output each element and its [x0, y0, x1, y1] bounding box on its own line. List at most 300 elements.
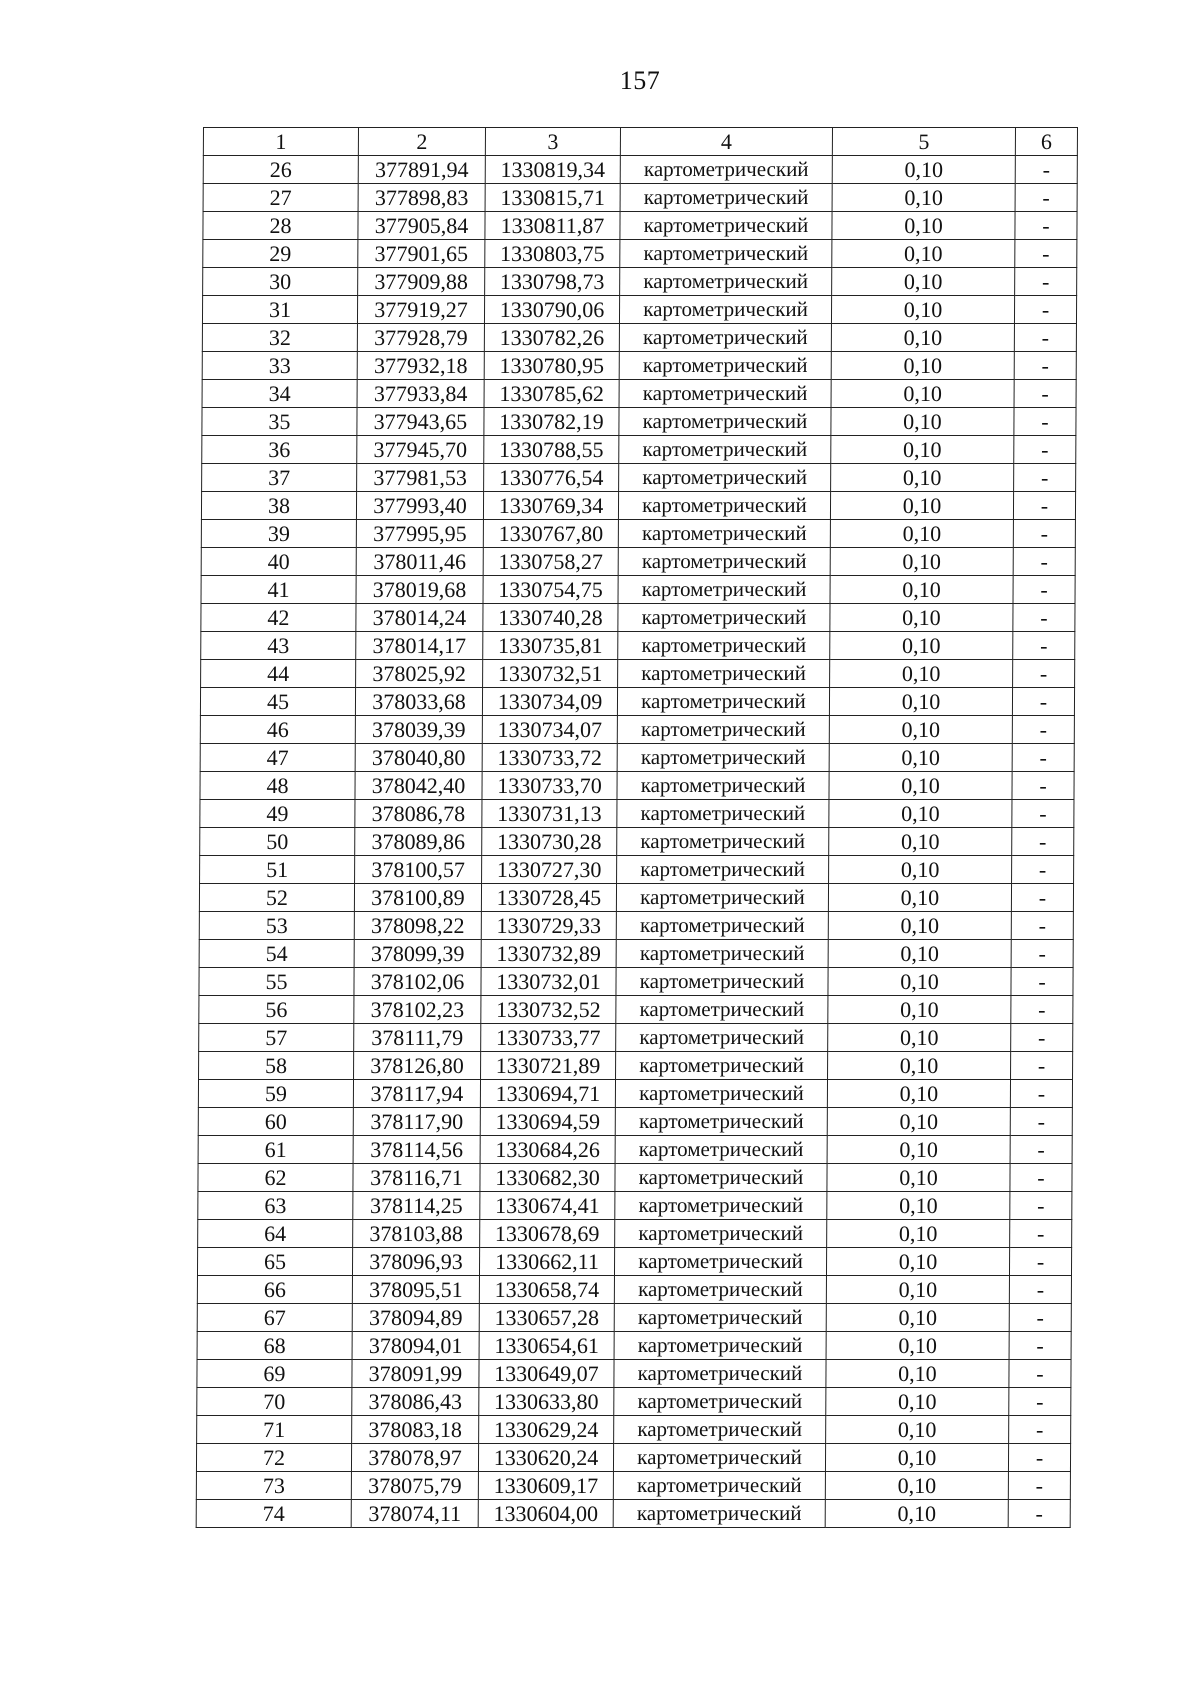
- method-cell: картометрический: [620, 268, 832, 296]
- x-coordinate-cell: 378042,40: [355, 772, 482, 800]
- method-cell: картометрический: [616, 912, 828, 940]
- table-row: [200, 772, 1074, 800]
- accuracy-cell: 0,10: [828, 940, 1011, 968]
- x-coordinate-cell: 377933,84: [357, 380, 484, 408]
- x-coordinate-cell: 377898,83: [358, 184, 485, 212]
- method-cell: картометрический: [617, 688, 829, 716]
- table-row: [200, 744, 1074, 772]
- accuracy-cell: 0,10: [825, 1472, 1008, 1500]
- point-number-cell: 71: [197, 1416, 352, 1444]
- accuracy-cell: 0,10: [829, 716, 1012, 744]
- x-coordinate-cell: 378096,93: [352, 1248, 479, 1276]
- point-number-cell: 49: [200, 800, 355, 828]
- accuracy-cell: 0,10: [826, 1276, 1009, 1304]
- accuracy-cell: 0,10: [826, 1388, 1009, 1416]
- y-coordinate-cell: 1330785,62: [484, 380, 619, 408]
- table-row: [201, 632, 1075, 660]
- table-row: [202, 296, 1076, 324]
- method-cell: картометрический: [614, 1304, 826, 1332]
- note-cell: -: [1013, 576, 1075, 604]
- note-cell: -: [1014, 464, 1076, 492]
- method-cell: картометрический: [618, 492, 830, 520]
- accuracy-cell: 0,10: [831, 464, 1014, 492]
- x-coordinate-cell: 378091,99: [352, 1360, 479, 1388]
- coordinates-table: [196, 127, 1078, 1528]
- accuracy-cell: 0,10: [828, 884, 1011, 912]
- y-coordinate-cell: 1330730,28: [482, 828, 617, 856]
- column-header-2: 2: [358, 128, 485, 156]
- method-cell: картометрический: [617, 856, 829, 884]
- accuracy-cell: 0,10: [830, 520, 1013, 548]
- table-row: [198, 1136, 1072, 1164]
- note-cell: -: [1010, 1164, 1072, 1192]
- y-coordinate-cell: 1330678,69: [480, 1220, 615, 1248]
- point-number-cell: 36: [202, 436, 357, 464]
- note-cell: -: [1015, 156, 1077, 184]
- accuracy-cell: 0,10: [828, 968, 1011, 996]
- x-coordinate-cell: 377943,65: [357, 408, 484, 436]
- accuracy-cell: 0,10: [832, 268, 1015, 296]
- y-coordinate-cell: 1330733,70: [482, 772, 617, 800]
- point-number-cell: 59: [198, 1080, 353, 1108]
- table-row: [198, 1192, 1072, 1220]
- point-number-cell: 53: [199, 912, 354, 940]
- method-cell: картометрический: [616, 1024, 828, 1052]
- x-coordinate-cell: 378126,80: [354, 1052, 481, 1080]
- note-cell: -: [1009, 1276, 1071, 1304]
- x-coordinate-cell: 377909,88: [358, 268, 485, 296]
- y-coordinate-cell: 1330819,34: [485, 156, 620, 184]
- accuracy-cell: 0,10: [831, 296, 1014, 324]
- note-cell: -: [1014, 436, 1076, 464]
- note-cell: -: [1014, 324, 1076, 352]
- table-row: [201, 576, 1075, 604]
- table-row: [197, 1276, 1071, 1304]
- note-cell: -: [1012, 800, 1074, 828]
- column-header-1: 1: [203, 128, 358, 156]
- accuracy-cell: 0,10: [828, 996, 1011, 1024]
- y-coordinate-cell: 1330694,71: [480, 1080, 615, 1108]
- accuracy-cell: 0,10: [830, 492, 1013, 520]
- method-cell: картометрический: [615, 1192, 827, 1220]
- table-row: [197, 1388, 1071, 1416]
- accuracy-cell: 0,10: [826, 1304, 1009, 1332]
- method-cell: картометрический: [615, 1108, 827, 1136]
- y-coordinate-cell: 1330776,54: [484, 464, 619, 492]
- x-coordinate-cell: 377993,40: [356, 492, 483, 520]
- table-row: [200, 688, 1074, 716]
- accuracy-cell: 0,10: [829, 772, 1012, 800]
- note-cell: -: [1009, 1416, 1071, 1444]
- x-coordinate-cell: 378102,06: [354, 968, 481, 996]
- method-cell: картометрический: [616, 940, 828, 968]
- y-coordinate-cell: 1330734,09: [482, 688, 617, 716]
- method-cell: картометрический: [620, 156, 832, 184]
- point-number-cell: 72: [196, 1444, 351, 1472]
- point-number-cell: 65: [197, 1248, 352, 1276]
- table-row: [200, 716, 1074, 744]
- y-coordinate-cell: 1330657,28: [479, 1304, 614, 1332]
- note-cell: -: [1011, 996, 1073, 1024]
- x-coordinate-cell: 378014,24: [356, 604, 483, 632]
- accuracy-cell: 0,10: [829, 744, 1012, 772]
- accuracy-cell: 0,10: [832, 240, 1015, 268]
- table-row: [199, 1024, 1073, 1052]
- note-cell: -: [1011, 1024, 1073, 1052]
- x-coordinate-cell: 378111,79: [354, 1024, 481, 1052]
- x-coordinate-cell: 378116,71: [353, 1164, 480, 1192]
- point-number-cell: 31: [202, 296, 357, 324]
- y-coordinate-cell: 1330782,19: [484, 408, 619, 436]
- point-number-cell: 52: [199, 884, 354, 912]
- table-row: [198, 1164, 1072, 1192]
- point-number-cell: 60: [198, 1108, 353, 1136]
- method-cell: картометрический: [614, 1388, 826, 1416]
- note-cell: -: [1010, 1108, 1072, 1136]
- y-coordinate-cell: 1330735,81: [483, 632, 618, 660]
- table-row: [197, 1304, 1071, 1332]
- table-row: [202, 380, 1076, 408]
- y-coordinate-cell: 1330754,75: [483, 576, 618, 604]
- table-row: [202, 352, 1076, 380]
- method-cell: картометрический: [618, 632, 830, 660]
- note-cell: -: [1012, 744, 1074, 772]
- y-coordinate-cell: 1330729,33: [481, 912, 616, 940]
- method-cell: картометрический: [620, 184, 832, 212]
- x-coordinate-cell: 378086,43: [352, 1388, 479, 1416]
- accuracy-cell: 0,10: [827, 1164, 1010, 1192]
- table-row: [196, 1444, 1070, 1472]
- method-cell: картометрический: [619, 352, 831, 380]
- table-row: [197, 1416, 1071, 1444]
- table-row: [199, 1052, 1073, 1080]
- table-header-row: [203, 128, 1077, 156]
- accuracy-cell: 0,10: [832, 156, 1015, 184]
- table-row: [203, 268, 1077, 296]
- accuracy-cell: 0,10: [830, 548, 1013, 576]
- note-cell: -: [1013, 492, 1075, 520]
- note-cell: -: [1012, 856, 1074, 884]
- method-cell: картометрический: [616, 996, 828, 1024]
- note-cell: -: [1010, 1220, 1072, 1248]
- x-coordinate-cell: 377891,94: [358, 156, 485, 184]
- point-number-cell: 32: [202, 324, 357, 352]
- point-number-cell: 39: [201, 520, 356, 548]
- accuracy-cell: 0,10: [832, 212, 1015, 240]
- table-row: [203, 212, 1077, 240]
- column-header-4: 4: [620, 128, 832, 156]
- x-coordinate-cell: 378098,22: [354, 912, 481, 940]
- table-row: [199, 912, 1073, 940]
- y-coordinate-cell: 1330674,41: [480, 1192, 615, 1220]
- y-coordinate-cell: 1330734,07: [482, 716, 617, 744]
- table-row: [201, 520, 1075, 548]
- table-row: [198, 1080, 1072, 1108]
- y-coordinate-cell: 1330767,80: [483, 520, 618, 548]
- y-coordinate-cell: 1330728,45: [481, 884, 616, 912]
- point-number-cell: 41: [201, 576, 356, 604]
- note-cell: -: [1012, 716, 1074, 744]
- table-row: [201, 604, 1075, 632]
- method-cell: картометрический: [615, 1220, 827, 1248]
- y-coordinate-cell: 1330604,00: [478, 1500, 613, 1528]
- y-coordinate-cell: 1330740,28: [483, 604, 618, 632]
- method-cell: картометрический: [619, 296, 831, 324]
- x-coordinate-cell: 377932,18: [357, 352, 484, 380]
- accuracy-cell: 0,10: [829, 800, 1012, 828]
- method-cell: картометрический: [619, 464, 831, 492]
- point-number-cell: 26: [203, 156, 358, 184]
- point-number-cell: 67: [197, 1304, 352, 1332]
- point-number-cell: 47: [200, 744, 355, 772]
- x-coordinate-cell: 378100,89: [354, 884, 481, 912]
- point-number-cell: 69: [197, 1360, 352, 1388]
- accuracy-cell: 0,10: [828, 912, 1011, 940]
- table-row: [201, 492, 1075, 520]
- x-coordinate-cell: 378117,90: [353, 1108, 480, 1136]
- table-row: [197, 1360, 1071, 1388]
- accuracy-cell: 0,10: [826, 1416, 1009, 1444]
- y-coordinate-cell: 1330788,55: [484, 436, 619, 464]
- note-cell: -: [1014, 380, 1076, 408]
- table-row: [202, 464, 1076, 492]
- method-cell: картометрический: [613, 1500, 825, 1528]
- point-number-cell: 27: [203, 184, 358, 212]
- method-cell: картометрический: [618, 604, 830, 632]
- note-cell: -: [1009, 1388, 1071, 1416]
- point-number-cell: 66: [197, 1276, 352, 1304]
- accuracy-cell: 0,10: [828, 1052, 1011, 1080]
- y-coordinate-cell: 1330633,80: [479, 1388, 614, 1416]
- point-number-cell: 70: [197, 1388, 352, 1416]
- accuracy-cell: 0,10: [827, 1192, 1010, 1220]
- x-coordinate-cell: 377901,65: [358, 240, 485, 268]
- point-number-cell: 74: [196, 1500, 351, 1528]
- accuracy-cell: 0,10: [831, 380, 1014, 408]
- x-coordinate-cell: 377981,53: [357, 464, 484, 492]
- y-coordinate-cell: 1330620,24: [478, 1444, 613, 1472]
- y-coordinate-cell: 1330782,26: [484, 324, 619, 352]
- method-cell: картометрический: [618, 660, 830, 688]
- method-cell: картометрический: [618, 520, 830, 548]
- note-cell: -: [1012, 828, 1074, 856]
- x-coordinate-cell: 378089,86: [355, 828, 482, 856]
- accuracy-cell: 0,10: [826, 1332, 1009, 1360]
- point-number-cell: 30: [203, 268, 358, 296]
- point-number-cell: 38: [201, 492, 356, 520]
- y-coordinate-cell: 1330769,34: [483, 492, 618, 520]
- method-cell: картометрический: [618, 576, 830, 604]
- x-coordinate-cell: 378086,78: [355, 800, 482, 828]
- note-cell: -: [1011, 940, 1073, 968]
- note-cell: -: [1008, 1500, 1070, 1528]
- table-row: [198, 1220, 1072, 1248]
- y-coordinate-cell: 1330662,11: [479, 1248, 614, 1276]
- table-row: [196, 1472, 1070, 1500]
- table-row: [198, 1108, 1072, 1136]
- accuracy-cell: 0,10: [831, 436, 1014, 464]
- note-cell: -: [1009, 1248, 1071, 1276]
- method-cell: картометрический: [619, 324, 831, 352]
- y-coordinate-cell: 1330731,13: [482, 800, 617, 828]
- note-cell: -: [1012, 772, 1074, 800]
- note-cell: -: [1015, 268, 1077, 296]
- table-row: [202, 436, 1076, 464]
- point-number-cell: 44: [201, 660, 356, 688]
- note-cell: -: [1013, 660, 1075, 688]
- table-row: [201, 660, 1075, 688]
- y-coordinate-cell: 1330815,71: [485, 184, 620, 212]
- x-coordinate-cell: 378039,39: [355, 716, 482, 744]
- method-cell: картометрический: [617, 828, 829, 856]
- accuracy-cell: 0,10: [825, 1500, 1008, 1528]
- method-cell: картометрический: [614, 1416, 826, 1444]
- note-cell: -: [1013, 548, 1075, 576]
- method-cell: картометрический: [613, 1472, 825, 1500]
- note-cell: -: [1011, 884, 1073, 912]
- point-number-cell: 42: [201, 604, 356, 632]
- x-coordinate-cell: 377905,84: [358, 212, 485, 240]
- y-coordinate-cell: 1330732,89: [481, 940, 616, 968]
- y-coordinate-cell: 1330654,61: [479, 1332, 614, 1360]
- note-cell: -: [1013, 632, 1075, 660]
- accuracy-cell: 0,10: [829, 856, 1012, 884]
- table-row: [199, 884, 1073, 912]
- y-coordinate-cell: 1330732,51: [483, 660, 618, 688]
- y-coordinate-cell: 1330658,74: [479, 1276, 614, 1304]
- x-coordinate-cell: 378011,46: [356, 548, 483, 576]
- point-number-cell: 45: [200, 688, 355, 716]
- note-cell: -: [1014, 408, 1076, 436]
- point-number-cell: 48: [200, 772, 355, 800]
- point-number-cell: 56: [199, 996, 354, 1024]
- note-cell: -: [1010, 1136, 1072, 1164]
- point-number-cell: 58: [199, 1052, 354, 1080]
- table-row: [199, 996, 1073, 1024]
- point-number-cell: 33: [202, 352, 357, 380]
- point-number-cell: 29: [203, 240, 358, 268]
- accuracy-cell: 0,10: [831, 408, 1014, 436]
- method-cell: картометрический: [620, 212, 832, 240]
- x-coordinate-cell: 378074,11: [351, 1500, 478, 1528]
- y-coordinate-cell: 1330798,73: [485, 268, 620, 296]
- x-coordinate-cell: 378075,79: [351, 1472, 478, 1500]
- y-coordinate-cell: 1330733,77: [481, 1024, 616, 1052]
- accuracy-cell: 0,10: [830, 660, 1013, 688]
- accuracy-cell: 0,10: [829, 828, 1012, 856]
- method-cell: картометрический: [615, 1164, 827, 1192]
- y-coordinate-cell: 1330803,75: [485, 240, 620, 268]
- table-row: [200, 828, 1074, 856]
- y-coordinate-cell: 1330790,06: [484, 296, 619, 324]
- accuracy-cell: 0,10: [829, 688, 1012, 716]
- note-cell: -: [1011, 1052, 1073, 1080]
- method-cell: картометрический: [618, 548, 830, 576]
- method-cell: картометрический: [614, 1248, 826, 1276]
- method-cell: картометрический: [614, 1332, 826, 1360]
- table-row: [203, 240, 1077, 268]
- table-row: [202, 408, 1076, 436]
- method-cell: картометрический: [613, 1444, 825, 1472]
- y-coordinate-cell: 1330682,30: [480, 1164, 615, 1192]
- point-number-cell: 35: [202, 408, 357, 436]
- point-number-cell: 34: [202, 380, 357, 408]
- y-coordinate-cell: 1330649,07: [479, 1360, 614, 1388]
- x-coordinate-cell: 378019,68: [356, 576, 483, 604]
- method-cell: картометрический: [616, 968, 828, 996]
- method-cell: картометрический: [617, 716, 829, 744]
- accuracy-cell: 0,10: [831, 352, 1014, 380]
- x-coordinate-cell: 378114,56: [353, 1136, 480, 1164]
- method-cell: картометрический: [614, 1360, 826, 1388]
- note-cell: -: [1008, 1444, 1070, 1472]
- x-coordinate-cell: 378099,39: [354, 940, 481, 968]
- point-number-cell: 63: [198, 1192, 353, 1220]
- point-number-cell: 40: [201, 548, 356, 576]
- y-coordinate-cell: 1330780,95: [484, 352, 619, 380]
- note-cell: -: [1013, 604, 1075, 632]
- note-cell: -: [1010, 1192, 1072, 1220]
- note-cell: -: [1014, 352, 1076, 380]
- accuracy-cell: 0,10: [830, 604, 1013, 632]
- page-number: 157: [619, 66, 661, 95]
- x-coordinate-cell: 378025,92: [356, 660, 483, 688]
- method-cell: картометрический: [615, 1080, 827, 1108]
- note-cell: -: [1008, 1472, 1070, 1500]
- note-cell: -: [1010, 1080, 1072, 1108]
- method-cell: картометрический: [620, 240, 832, 268]
- accuracy-cell: 0,10: [826, 1248, 1009, 1276]
- x-coordinate-cell: 378100,57: [355, 856, 482, 884]
- table-row: [203, 184, 1077, 212]
- column-header-6: 6: [1015, 128, 1077, 156]
- table-row: [200, 800, 1074, 828]
- point-number-cell: 46: [200, 716, 355, 744]
- point-number-cell: 37: [202, 464, 357, 492]
- point-number-cell: 57: [199, 1024, 354, 1052]
- table-row: [197, 1248, 1071, 1276]
- y-coordinate-cell: 1330733,72: [482, 744, 617, 772]
- accuracy-cell: 0,10: [827, 1220, 1010, 1248]
- y-coordinate-cell: 1330629,24: [479, 1416, 614, 1444]
- method-cell: картометрический: [614, 1276, 826, 1304]
- table-row: [202, 324, 1076, 352]
- method-cell: картометрический: [619, 436, 831, 464]
- note-cell: -: [1014, 296, 1076, 324]
- x-coordinate-cell: 378117,94: [353, 1080, 480, 1108]
- note-cell: -: [1013, 520, 1075, 548]
- y-coordinate-cell: 1330758,27: [483, 548, 618, 576]
- x-coordinate-cell: 378095,51: [352, 1276, 479, 1304]
- table-row: [199, 968, 1073, 996]
- point-number-cell: 51: [200, 856, 355, 884]
- accuracy-cell: 0,10: [830, 576, 1013, 604]
- y-coordinate-cell: 1330694,59: [480, 1108, 615, 1136]
- x-coordinate-cell: 378014,17: [356, 632, 483, 660]
- note-cell: -: [1015, 212, 1077, 240]
- point-number-cell: 64: [198, 1220, 353, 1248]
- x-coordinate-cell: 377919,27: [357, 296, 484, 324]
- point-number-cell: 55: [199, 968, 354, 996]
- x-coordinate-cell: 378083,18: [352, 1416, 479, 1444]
- table-row: [200, 856, 1074, 884]
- note-cell: -: [1009, 1360, 1071, 1388]
- accuracy-cell: 0,10: [827, 1080, 1010, 1108]
- accuracy-cell: 0,10: [828, 1024, 1011, 1052]
- x-coordinate-cell: 378094,89: [352, 1304, 479, 1332]
- x-coordinate-cell: 378102,23: [354, 996, 481, 1024]
- x-coordinate-cell: 377928,79: [357, 324, 484, 352]
